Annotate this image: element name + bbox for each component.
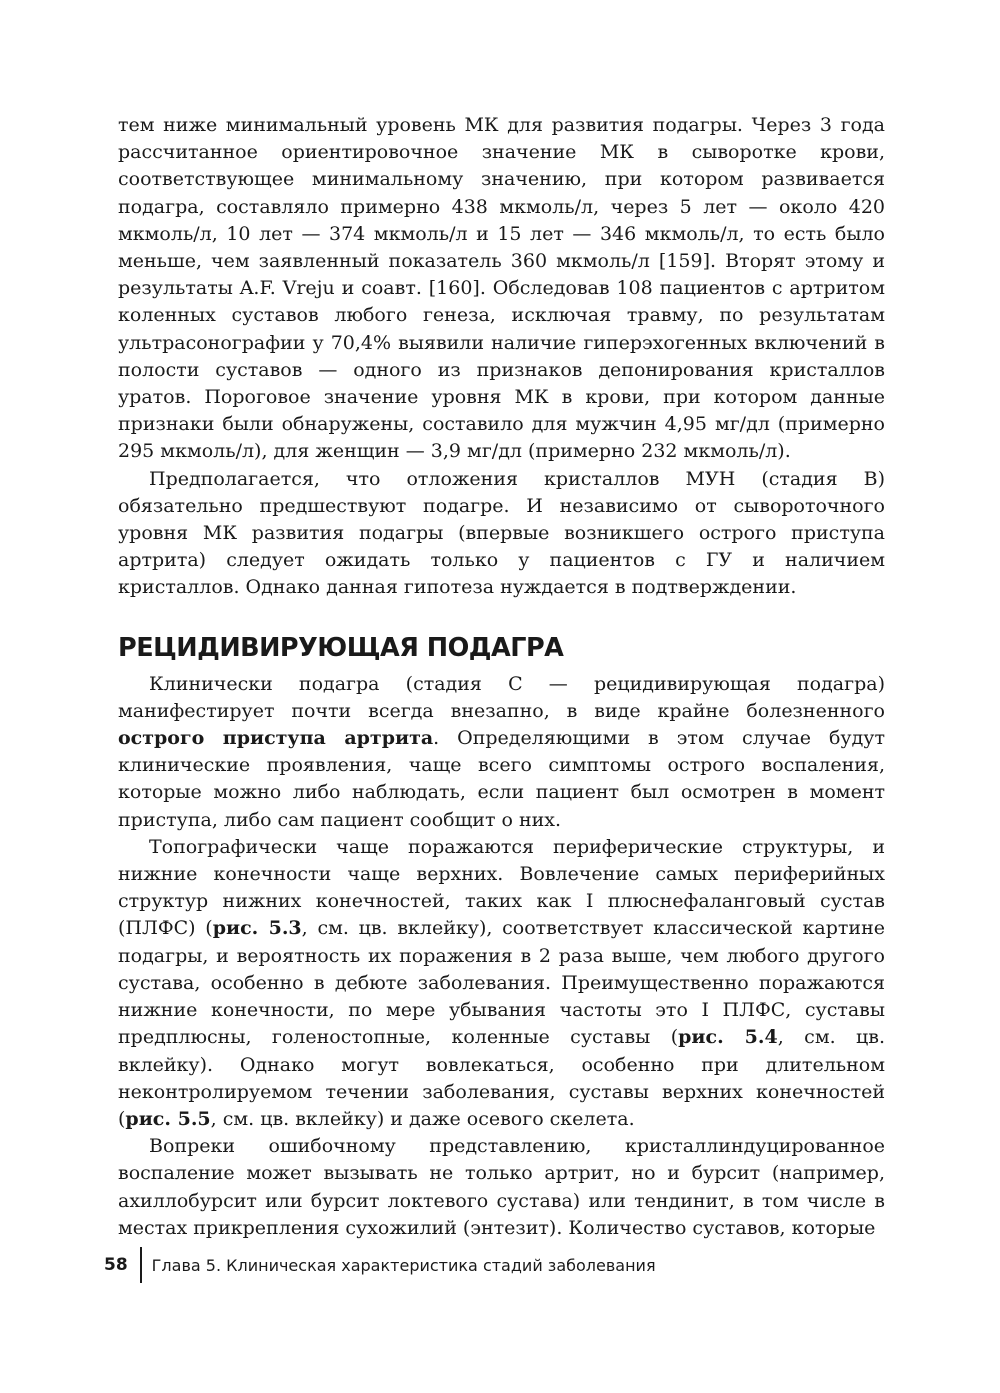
paragraph-1: тем ниже минимальный уровень МК для развития подагры. Через 3 года рассчитанное ориентировочное значение МК в сыворотке крови, соответствующее минимальному значению, при котором развивается подагра, составляло примерно 438 мкмоль/л, через 5 лет — около 420 мкмоль/л, 10 лет — 374 мкмоль/л и 15 лет — 346 мкмоль/л, то есть было меньше, чем заявленный показатель 360 мкмоль/л [159]. Вторят этому и результаты A.F. Vreju и соавт. [160]. Обследовав 108 пациентов с артритом коленных суставов любого генеза, исключая травму, по результатам ультрасонографии у 70,4% выявили наличие гиперэхогенных включений в полости суставов — одного из признаков депонирования кристаллов уратов. Пороговое значение уровня МК в крови, при котором данные признаки были обнаружены, составило для мужчин 4,95 мг/дл (примерно 295 мкмоль/л), для женщин — 3,9 мг/дл (примерно 232 мкмоль/л). — [118, 114, 885, 463]
paragraph-4-text-e: , см. цв. вклейку). Однако могут вовлекаться, особенно при длительном неконтролируемом течении заболевания, суставы верхних конечностей ( — [118, 1026, 885, 1130]
chapter-title: Глава 5. Клиническая характеристика стадий заболевания — [151, 1255, 656, 1275]
paragraph-3 — [118, 671, 885, 834]
page-footer — [104, 1247, 656, 1283]
footer-divider — [140, 1247, 142, 1283]
paragraph-3-text-a: Клинически подагра (стадия С — рецидивирующая подагра) манифестирует почти всегда внезапно, в виде крайне болезненного — [118, 672, 885, 722]
figure-ref-5-4: рис. 5.4 — [678, 1026, 778, 1049]
paragraph-3-bold: острого приступа артрита — [118, 727, 434, 750]
body-text — [118, 112, 885, 1242]
paragraph-2: Предполагается, что отложения кристаллов МУН (стадия B) обязательно предшествуют подагре. И независимо от сывороточного уровня МК развития подагры (впервые возникшего острого приступа артрита) следует ожидать только у пациентов с ГУ и наличием кристаллов. Однако данная гипотеза нуждается в подтверждении. — [118, 467, 885, 599]
section-heading: РЕЦИДИВИРУЮЩАЯ ПОДАГРА — [118, 632, 564, 663]
paragraph-4-text-g: , см. цв. вклейку) и даже осевого скелета. — [210, 1107, 635, 1130]
paragraph-4-text-a: Топографически чаще поражаются периферические структуры, и нижние конечности чаще верхних. Вовлечение самых периферийных структур нижних конечностей, таких как I плюснефаланговый сустав (ПЛФС) ( — [118, 835, 885, 940]
figure-ref-5-5: рис. 5.5 — [125, 1107, 211, 1130]
figure-ref-5-3: рис. 5.3 — [212, 917, 302, 940]
paragraph-5: Вопреки ошибочному представлению, кристаллиндуцированное воспаление может вызывать не только артрит, но и бурсит (например, ахиллобурсит или бурсит локтевого сустава) или тендинит, в том числе в местах прикрепления сухожилий (энтезит). Количество суставов, которые — [118, 1135, 885, 1239]
paragraph-4-text-c: , см. цв. вклейку), соответствует классической картине подагры, и вероятность их поражения в 2 раза выше, чем любого другого сустава, особенно в дебюте заболевания. Преимущественно поражаются нижние конечности, по мере убывания частоты это I ПЛФС, суставы предплюсны, голеностопные, коленные суставы ( — [118, 917, 885, 1049]
page-number: 58 — [104, 1255, 128, 1275]
paragraph-4 — [118, 834, 885, 1133]
paragraph-3-text-c: . Определяющими в этом случае будут клинические проявления, чаще всего симптомы острого воспаления, которые можно либо наблюдать, если пациент был осмотрен в момент приступа, либо сам пациент сообщит о них. — [118, 727, 885, 831]
